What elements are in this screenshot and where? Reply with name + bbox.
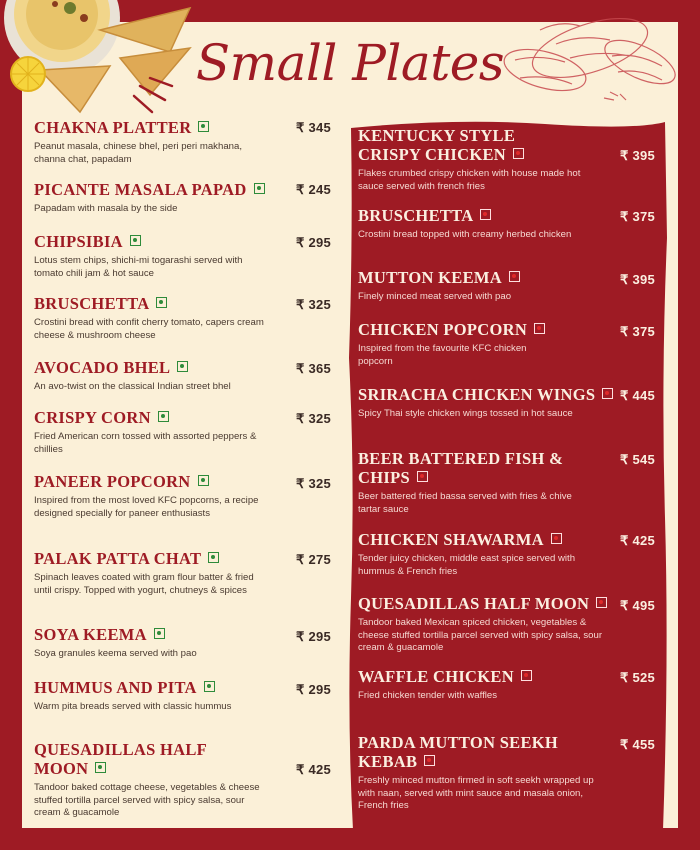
dish-price: ₹ 425: [296, 762, 332, 777]
list-item: [34, 678, 334, 714]
dish-price: ₹ 395: [620, 272, 656, 287]
dish-name: KENTUCKY STYLE CRISPY CHICKEN: [358, 126, 558, 164]
dish-name: MUTTON KEEMA: [358, 268, 613, 287]
list-item: [358, 268, 613, 304]
dish-price: ₹ 495: [620, 598, 656, 613]
list-item: [358, 449, 613, 516]
dish-description: Inspired from the most loved KFC popcorns, a recipe designed specially for paneer enthusiasts: [34, 495, 259, 519]
dish-description: Fried chicken tender with waffles: [358, 690, 497, 701]
dish-name: CHICKEN POPCORN: [358, 320, 613, 339]
dish-description: Spinach leaves coated with gram flour batter & fried until crispy. Topped with yogurt, chutneys & spices: [34, 572, 254, 596]
veg-icon: [158, 411, 169, 422]
list-item: [34, 549, 334, 597]
list-item: [34, 625, 334, 661]
non-veg-icon: [480, 209, 491, 220]
dish-description: Inspired from the favourite KFC chicken popcorn: [358, 343, 527, 367]
dish-description: Soya granules keema served with pao: [34, 648, 197, 659]
dish-name: QUESADILLAS HALF MOON: [358, 594, 628, 613]
dish-name: WAFFLE CHICKEN: [358, 667, 613, 686]
list-item: [358, 126, 613, 193]
veg-icon: [204, 681, 215, 692]
dish-name: BEER BATTERED FISH & CHIPS: [358, 449, 564, 487]
non-veg-icon: [424, 755, 435, 766]
veg-icon: [198, 475, 209, 486]
dish-price: ₹ 375: [620, 324, 656, 339]
dish-description: Papadam with masala by the side: [34, 203, 178, 214]
list-item: [34, 294, 334, 342]
list-item: [358, 530, 613, 578]
dish-price: ₹ 325: [296, 411, 332, 426]
non-veg-icon: [596, 597, 607, 608]
dish-name: SOYA KEEMA: [34, 625, 334, 644]
veg-icon: [177, 361, 188, 372]
dish-price: ₹ 445: [620, 388, 656, 403]
dish-name: PICANTE MASALA PAPAD: [34, 180, 334, 199]
dish-name: CHICKEN SHAWARMA: [358, 530, 613, 549]
list-item: [358, 320, 613, 368]
non-veg-icon: [417, 471, 428, 482]
dish-price: ₹ 325: [296, 297, 332, 312]
dish-price: ₹ 365: [296, 361, 332, 376]
dish-price: ₹ 275: [296, 552, 332, 567]
dish-description: Crostini bread topped with creamy herbed chicken: [358, 229, 572, 240]
dish-name: HUMMUS AND PITA: [34, 678, 334, 697]
non-veg-icon: [551, 533, 562, 544]
list-item: [34, 118, 334, 166]
dish-name: BRUSCHETTA: [34, 294, 334, 313]
veg-icon: [198, 121, 209, 132]
list-item: [358, 594, 613, 655]
list-item: [34, 358, 334, 394]
dish-price: ₹ 395: [620, 148, 656, 163]
list-item: [358, 385, 613, 421]
dish-price: ₹ 545: [620, 452, 656, 467]
non-veg-icon: [534, 323, 545, 334]
dish-name: PARDA MUTTON SEEKH KEBAB: [358, 733, 559, 771]
non-veg-icon: [513, 148, 524, 159]
veg-icon: [208, 552, 219, 563]
veg-icon: [254, 183, 265, 194]
page-title: Small Plates: [195, 34, 505, 92]
non-veg-icon: [602, 388, 613, 399]
dish-description: Crostini bread with confit cherry tomato, capers cream cheese & mushroom cheese: [34, 317, 264, 341]
dish-description: Fried American corn tossed with assorted peppers & chillies: [34, 431, 257, 455]
veg-icon: [156, 297, 167, 308]
dish-description: Tandoor baked cottage cheese, vegetables & cheese stuffed tortilla parcel served with spicy salsa, sour cream & guacamole: [34, 782, 260, 818]
dish-name: CHAKNA PLATTER: [34, 118, 334, 137]
list-item: [34, 740, 334, 820]
dish-description: Spicy Thai style chicken wings tossed in hot sauce: [358, 408, 573, 419]
dish-name: PALAK PATTA CHAT: [34, 549, 334, 568]
non-veg-icon: [509, 271, 520, 282]
dish-description: Peanut masala, chinese bhel, peri peri makhana, channa chat, papadam: [34, 141, 242, 165]
dish-name: CRISPY CORN: [34, 408, 334, 427]
dish-name: SRIRACHA CHICKEN WINGS: [358, 385, 628, 404]
dish-price: ₹ 425: [620, 533, 656, 548]
dish-name: CHIPSIBIA: [34, 232, 334, 251]
dish-price: ₹ 295: [296, 629, 332, 644]
dish-description: Flakes crumbed crispy chicken with house made hot sauce served with french fries: [358, 168, 581, 192]
dish-name: QUESADILLAS HALF MOON: [34, 740, 207, 778]
veg-icon: [130, 235, 141, 246]
dish-price: ₹ 245: [296, 182, 332, 197]
dish-description: Freshly minced mutton firmed in soft seekh wrapped up with naan, served with mint sauce and masala onion, French fries: [358, 775, 594, 811]
dish-description: Beer battered fried bassa served with fries & chive tartar sauce: [358, 491, 572, 515]
dish-price: ₹ 295: [296, 682, 332, 697]
dish-name: AVOCADO BHEL: [34, 358, 334, 377]
dish-description: Tandoor baked Mexican spiced chicken, vegetables & cheese stuffed tortilla parcel served with spicy salsa, sour cream & guacamole: [358, 617, 603, 653]
dish-price: ₹ 525: [620, 670, 656, 685]
list-item: [358, 667, 613, 703]
dish-name: BRUSCHETTA: [358, 206, 613, 225]
non-veg-icon: [521, 670, 532, 681]
dish-price: ₹ 325: [296, 476, 332, 491]
list-item: [358, 206, 613, 242]
dish-price: ₹ 455: [620, 737, 656, 752]
list-item: [34, 180, 334, 216]
list-item: [358, 733, 613, 813]
dish-price: ₹ 295: [296, 235, 332, 250]
dish-description: Finely minced meat served with pao: [358, 291, 512, 302]
dish-description: Tender juicy chicken, middle east spice served with hummus & French fries: [358, 553, 576, 577]
veg-icon: [154, 628, 165, 639]
list-item: [34, 472, 334, 520]
veg-icon: [95, 762, 106, 773]
dish-description: An avo-twist on the classical Indian street bhel: [34, 381, 231, 392]
dish-description: Warm pita breads served with classic hummus: [34, 701, 232, 712]
dish-price: ₹ 345: [296, 120, 332, 135]
dish-name: PANEER POPCORN: [34, 472, 334, 491]
dish-price: ₹ 375: [620, 209, 656, 224]
list-item: [34, 408, 334, 456]
dish-description: Lotus stem chips, shichi-mi togarashi served with tomato chili jam & hot sauce: [34, 255, 243, 279]
list-item: [34, 232, 334, 280]
